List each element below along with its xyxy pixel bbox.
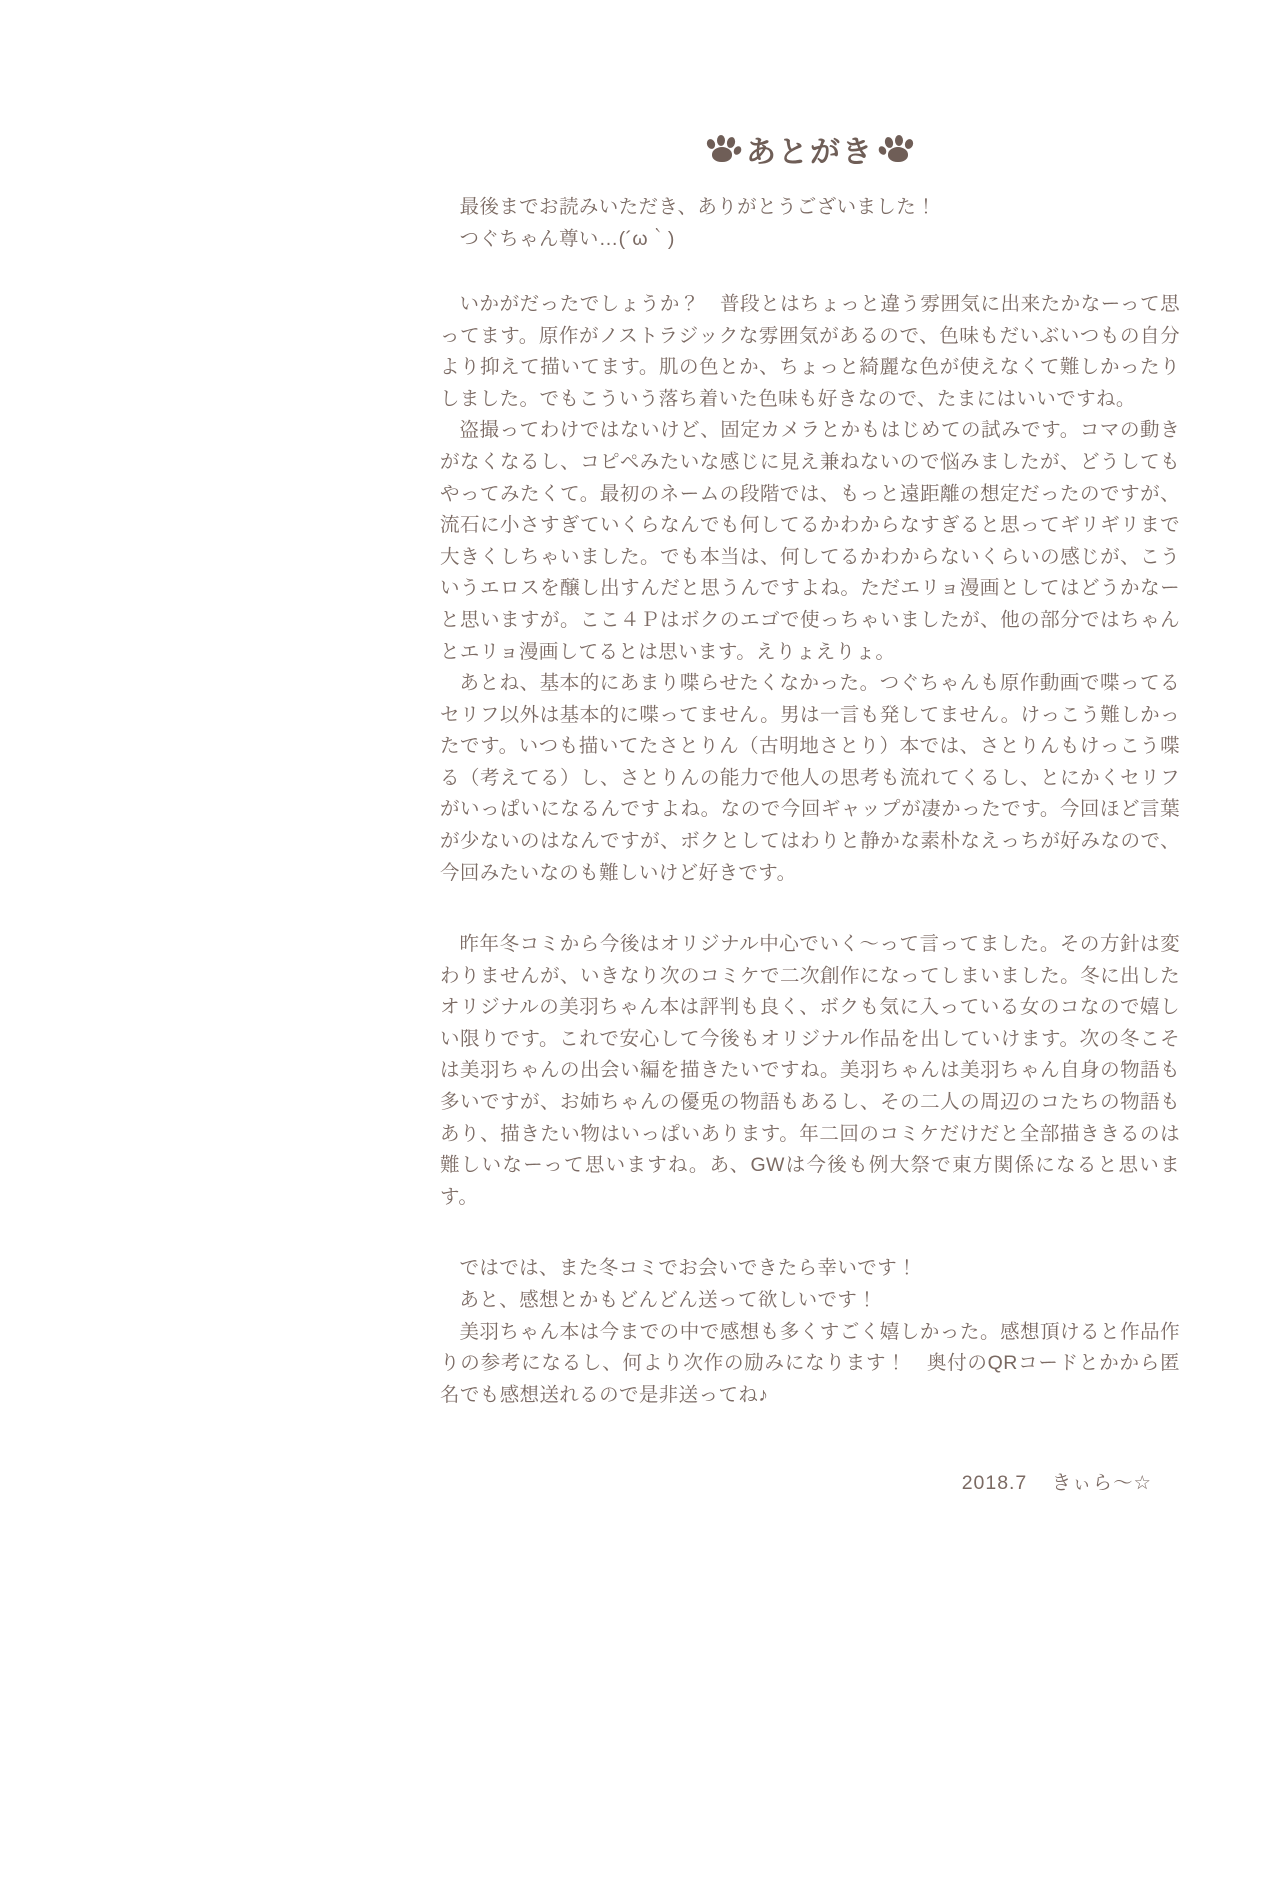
closing-paragraph: 美羽ちゃん本は今までの中で感想も多くすごく嬉しかった。感想頂けると作品作りの参考になるし、何より次作の励みになります！ 奥付のQRコードとかから匿名でも感想送れるので是非送ってね♪ <box>440 1320 1180 1406</box>
paw-print-icon <box>878 133 918 165</box>
closing-block <box>440 1253 1180 1411</box>
intro-line: つぐちゃん尊い…(´ω｀) <box>459 227 675 250</box>
spacer <box>440 889 1180 929</box>
spacer <box>440 255 1180 289</box>
afterword-content <box>440 130 1180 1495</box>
signature <box>440 1467 1180 1495</box>
page-title <box>440 130 1180 168</box>
signature-date: 2018.7 <box>961 1472 1028 1495</box>
body-paragraph: あとね、基本的にあまり喋らせたくなかった。つぐちゃんも原作動画で喋ってるセリフ以外は基本的に喋ってません。男は一言も発してません。けっこう難しかったです。いつも描いてたさとりん（古明地さとり）本では、さとりんもけっこう喋る（考えてる）し、さとりんの能力で他人の思考も流れてくるし、とにかくセリフがいっぱいになるんですよね。なので今回ギャップが凄かったです。今回ほど言葉が少ないのはなんですが、ボクとしてはわりと静かな素朴なえっちが好みなので、今回みたいなのも難しいけど好きです。 <box>440 672 1180 884</box>
body-paragraph: いかがだったでしょうか？ 普段とはちょっと違う雰囲気に出来たかなーって思ってます。原作がノストラジックな雰囲気があるので、色味もだいぶいつもの自分より抑えて描いてます。肌の色とか、ちょっと綺麗な色が使えなくて難しかったりしました。でもこういう落ち着いた色味も好きなので、たまにはいいですね。 <box>440 293 1180 410</box>
page-title-text: あとがき <box>746 136 874 169</box>
intro-line: 最後までお読みいただき、ありがとうございました！ <box>459 196 937 218</box>
spacer <box>440 1213 1180 1253</box>
signature-author: きぃら〜☆ <box>1051 1472 1152 1495</box>
closing-line: あと、感想とかもどんどん送って欲しいです！ <box>459 1288 878 1311</box>
paw-print-icon <box>702 133 742 165</box>
closing-line: ではでは、また冬コミでお会いできたら幸いです！ <box>459 1257 917 1280</box>
body-paragraph: 昨年冬コミから今後はオリジナル中心でいく〜って言ってました。その方針は変わりませんが、いきなり次のコミケで二次創作になってしまいました。冬に出したオリジナルの美羽ちゃん本は評判も良く、ボクも気に入っている女のコなので嬉しい限りです。これで安心して今後もオリジナル作品を出していけます。次の冬こそは美羽ちゃんの出会い編を描きたいですね。美羽ちゃんは美羽ちゃん自身の物語も多いですが、お姉ちゃんの優兎の物語もあるし、その二人の周辺のコたちの物語もあり、描きたい物はいっぱいあります。年二回のコミケだけだと全部描ききるのは難しいなーって思いますね。あ、GWは今後も例大祭で東方関係になると思います。 <box>440 933 1180 1208</box>
intro-block <box>440 192 1180 255</box>
body-paragraph: 盗撮ってわけではないけど、固定カメラとかもはじめての試みです。コマの動きがなくなるし、コピペみたいな感じに見え兼ねないので悩みましたが、どうしてもやってみたくて。最初のネームの段階では、もっと遠距離の想定だったのですが、流石に小さすぎていくらなんでも何してるかわからなすぎると思ってギリギリまで大きくしちゃいました。でも本当は、何してるかわからないくらいの感じが、こういうエロスを醸し出すんだと思うんですよね。ただエリョ漫画としてはどうかなーと思いますが。ここ４Ｐはボクのエゴで使っちゃいましたが、他の部分ではちゃんとエリョ漫画してるとは思います。えりょえりょ。 <box>440 419 1180 663</box>
